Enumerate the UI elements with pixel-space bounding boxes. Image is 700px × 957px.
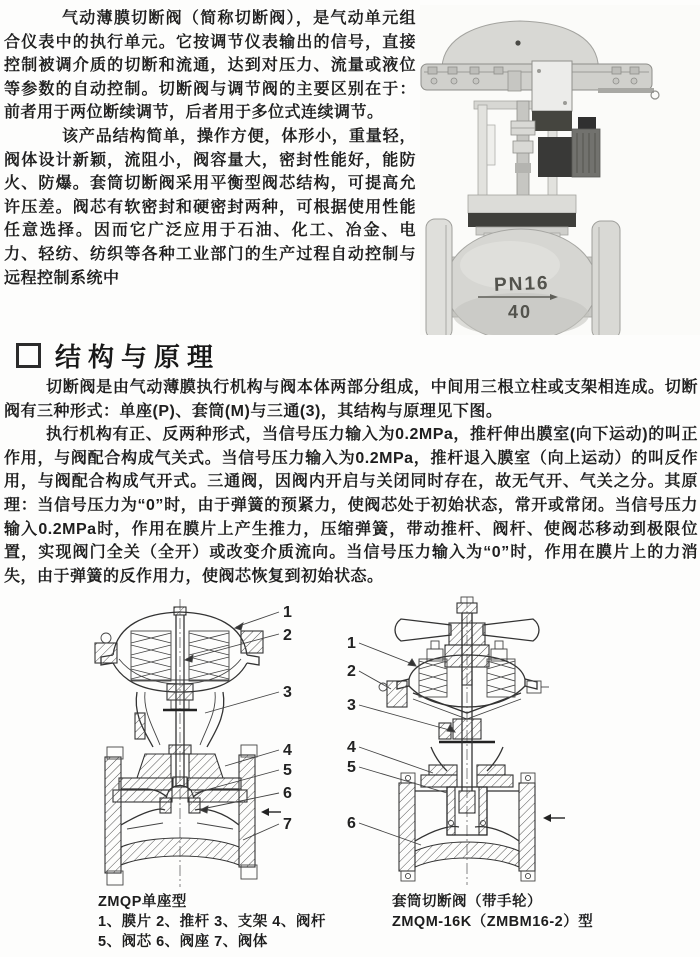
- label-3: 3: [347, 697, 356, 714]
- intro-paragraph-1: 气动薄膜切断阀（简称切断阀），是气动单元组合仪表中的执行单元。它按调节仪表输出的信号，直接控制被调介质的切断和流通，达到对压力、流量或液位等参数的自动控制。切断阀与调节阀的主要区别在于：前者用于两位断续调节，后者用于多位式连续调节。: [4, 10, 416, 122]
- caption-left-parts-1: 1、膜片 2、推杆 3、支架 4、阀杆: [98, 914, 326, 930]
- label-5: 5: [283, 762, 292, 779]
- label-5: 5: [347, 759, 356, 776]
- caption-right: [392, 892, 652, 932]
- signal-connector-right: [241, 631, 263, 653]
- springs-right: [487, 659, 515, 697]
- right-body-flange: [519, 783, 535, 871]
- air-fitting-left: [95, 633, 117, 663]
- travel-scale: [135, 713, 145, 739]
- air-fitting-left: [387, 681, 407, 707]
- caption-left-title: ZMQP单座型: [98, 894, 187, 910]
- section-paragraph-1: 切断阀是由气动薄膜执行机构与阀本体两部分组成，中间用三根立柱或支架相连成。切断阀有三种形式：单座(P)、套筒(M)与三通(3)，其结构与原理见下图。: [4, 379, 698, 420]
- right-flange: [592, 221, 620, 335]
- valve-plug: [459, 791, 475, 813]
- label-6: 6: [347, 815, 356, 832]
- section-square-icon: [16, 343, 41, 368]
- section-header: [16, 338, 220, 372]
- label-1: 1: [283, 604, 292, 621]
- valve-seat-left: [160, 798, 171, 813]
- label-7: 7: [283, 816, 292, 833]
- body-marking-dn40: 40: [508, 302, 533, 322]
- springs-right: [189, 631, 229, 681]
- body-section: [105, 745, 257, 885]
- figure-number-labels: [283, 604, 292, 833]
- figure-sleeve-valve-diagram: [335, 595, 600, 889]
- springs-left: [419, 659, 447, 697]
- signal-rod: [598, 88, 654, 93]
- label-1: 1: [347, 635, 356, 652]
- label-4: 4: [283, 742, 292, 759]
- valve-seat-right: [189, 798, 200, 813]
- springs-left: [131, 631, 171, 681]
- travel-scale: [487, 125, 495, 165]
- caption-left-parts-2: 5、阀芯 6、阀座 7、阀体: [98, 934, 268, 950]
- caption-right-title: 套筒切断阀（带手轮）: [392, 894, 542, 910]
- left-body-flange: [399, 783, 415, 871]
- label-4: 4: [347, 739, 356, 756]
- flow-arrow: [543, 814, 565, 822]
- section-text-block: [4, 376, 698, 588]
- figure-single-seat-diagram: [75, 597, 320, 891]
- dome-vent-dot: [515, 40, 520, 45]
- product-photo: [420, 5, 700, 335]
- section-title: 结构与原理: [55, 341, 221, 372]
- left-body-flange: [105, 757, 121, 873]
- section-paragraph-2: 执行机构有正、反两种形式，当信号压力输入为0.2MPa，推杆伸出膜室(向下运动)的叫正作用，与阀配合构成气关式。当信号压力输入为0.2MPa，推杆退入膜室（向上运动）的叫反作用，与阀配合构成气开式。三通阀，因阀内开启与关闭同时存在，故无气开、气关之分。其原理：当信号压力为“0”时，由于弹簧的预紧力，使阀芯处于初始状态，常开或常闭。当信号压力输入0.2MPa时，作用在膜片上产生推力，压缩弹簧，带动推杆、阀杆、使阀芯移动到极限位置，实现阀门全关（全开）或改变介质流向。当信号压力输入为“0”时，作用在膜片上的力消失，由于弹簧的反作用力，使阀芯恢复到初始状态。: [4, 426, 698, 585]
- label-2: 2: [283, 627, 292, 644]
- intro-text-block: [4, 7, 416, 290]
- handwheel: [395, 597, 539, 725]
- label-3: 3: [283, 684, 292, 701]
- right-body-flange: [239, 755, 255, 867]
- figure-number-labels: [347, 635, 356, 832]
- label-2: 2: [347, 663, 356, 680]
- flow-arrow: [261, 808, 281, 816]
- intro-paragraph-2: 该产品结构简单，操作方便，体形小，重量轻，阀体设计新颖，流阻小，阀容量大，密封性能好，能防火、防爆。套筒切断阀采用平衡型阀芯结构，可提高允许压差。阀芯有软密封和硬密封两种，可根据使用性能任意选择。因而它广泛应用于石油、化工、冶金、电力、轻纺、纺织等各种工业部门的生产过程自动控制与远程控制系统中: [4, 127, 416, 287]
- caption-right-model: ZMQM-16K（ZMBM16-2）型: [392, 914, 594, 930]
- caption-left: [98, 892, 348, 952]
- label-6: 6: [283, 785, 292, 802]
- body-marking-pn16: PN16: [493, 272, 550, 296]
- left-flange: [426, 219, 452, 335]
